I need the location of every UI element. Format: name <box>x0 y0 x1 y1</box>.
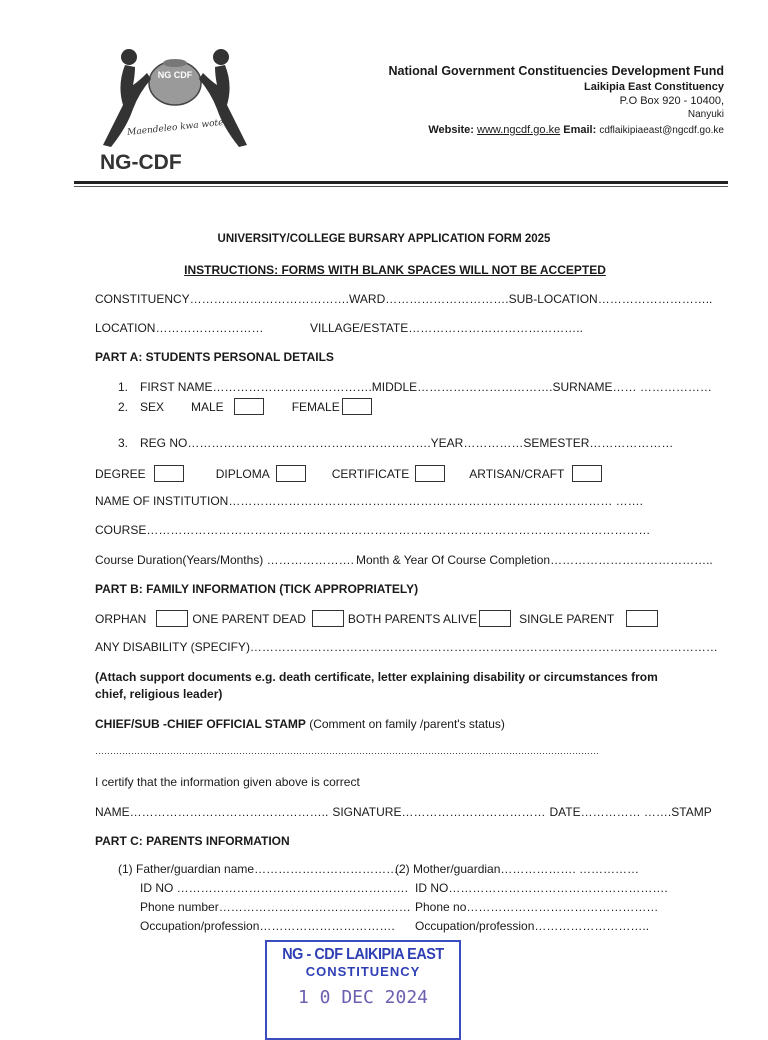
degree-checkbox[interactable] <box>154 465 184 482</box>
part-c-heading: PART C: PARENTS INFORMATION <box>95 834 290 848</box>
certificate-label: CERTIFICATE <box>331 466 410 481</box>
logo-text: NG-CDF <box>100 151 182 174</box>
item-3-number: 3. <box>118 436 129 450</box>
website-link[interactable]: www.ngcdf.go.ke <box>477 124 561 136</box>
stamp-date: 1 0 DEC 2024 <box>297 987 429 1008</box>
constituency-field[interactable]: CONSTITUENCY…………………………………. <box>95 292 350 306</box>
artisan-checkbox[interactable] <box>572 465 602 482</box>
attach-note-line-2: chief, religious leader) <box>95 687 223 701</box>
chief-comment-field[interactable]: …………………………………………………………………………………………………………………………………………………… <box>95 746 599 756</box>
sex-label: SEX <box>140 399 165 414</box>
date-field[interactable]: DATE…………… ……. <box>549 805 672 819</box>
certificate-checkbox[interactable] <box>415 465 445 482</box>
orphan-checkbox[interactable] <box>156 610 188 627</box>
diploma-label: DIPLOMA <box>215 466 270 481</box>
one-parent-checkbox[interactable] <box>312 610 344 627</box>
duration-field[interactable]: Course Duration(Years/Months) …………………. <box>95 553 354 567</box>
chief-stamp-comment: (Comment on family /parent's status) <box>305 717 505 731</box>
reg-row <box>118 436 673 450</box>
year-field[interactable]: YEAR…………… <box>430 436 524 450</box>
sublocation-field[interactable]: SUB-LOCATION……………………….. <box>508 292 713 306</box>
disability-field[interactable]: ANY DISABILITY (SPECIFY)……………………………………………………………………………………………………… <box>95 640 718 654</box>
father-phone-field[interactable]: Phone number………………………………………… <box>140 900 411 914</box>
first-name-field[interactable]: FIRST NAME…………………………………. <box>140 380 372 394</box>
form-title: UNIVERSITY/COLLEGE BURSARY APPLICATION FORM 2025 <box>217 233 551 245</box>
org-name: National Government Constituencies Development Fund <box>388 64 724 78</box>
institution-field[interactable]: NAME OF INSTITUTION…………………………………………………………………………………… ……. <box>95 494 643 508</box>
father-name-field[interactable]: (1) Father/guardian name………………………………. <box>118 862 402 876</box>
location-row-1 <box>95 292 712 306</box>
part-b-heading: PART B: FAMILY INFORMATION (TICK APPROPRIATELY) <box>95 582 419 596</box>
duration-row <box>95 553 713 567</box>
logo-pot-text: NG CDF <box>157 70 193 80</box>
sex-row <box>118 398 372 415</box>
town: Nanyuki <box>687 109 724 120</box>
father-occupation-field[interactable]: Occupation/profession……………………………. <box>140 919 395 933</box>
location-field[interactable]: LOCATION……………………… <box>95 321 264 335</box>
mother-name-field[interactable]: (2) Mother/guardian………………. …………… <box>395 862 640 876</box>
constituency-name: Laikipia East Constituency <box>584 81 724 93</box>
mother-id-field[interactable]: ID NO………………………………………………. <box>415 881 668 895</box>
header-divider <box>74 181 728 184</box>
both-parents-label: BOTH PARENTS ALIVE <box>347 611 478 626</box>
certify-statement: I certify that the information given above is correct <box>95 775 360 789</box>
signature-field[interactable]: SIGNATURE……………………………… <box>332 805 546 819</box>
family-status-row <box>95 610 658 627</box>
contact-line <box>428 124 724 136</box>
signoff-row <box>95 805 712 819</box>
female-label: FEMALE <box>291 399 340 414</box>
part-a-heading: PART A: STUDENTS PERSONAL DETAILS <box>95 350 334 364</box>
both-parents-checkbox[interactable] <box>479 610 511 627</box>
mother-occupation-field[interactable]: Occupation/profession……………………….. <box>415 919 650 933</box>
po-box: P.O Box 920 - 10400, <box>619 95 724 107</box>
logo-figures-icon <box>95 45 255 155</box>
official-stamp <box>265 940 461 1040</box>
completion-field[interactable]: Month & Year Of Course Completion………………………………….. <box>355 553 713 567</box>
female-checkbox[interactable] <box>342 398 372 415</box>
degree-label: DEGREE <box>95 466 146 481</box>
orphan-label: ORPHAN <box>95 611 147 626</box>
stamp-line-1: NG - CDF LAIKIPIA EAST <box>282 946 444 963</box>
diploma-checkbox[interactable] <box>276 465 306 482</box>
single-parent-label: SINGLE PARENT <box>519 611 615 626</box>
logo-script-text: Maendeleo kwa wote <box>126 117 224 139</box>
stamp-label: STAMP <box>671 805 712 819</box>
artisan-label: ARTISAN/CRAFT <box>469 466 565 481</box>
single-parent-checkbox[interactable] <box>626 610 658 627</box>
reg-no-field[interactable]: REG NO……………………………………………………. <box>140 436 431 450</box>
ward-field[interactable]: WARD…………………………. <box>349 292 509 306</box>
name-field[interactable]: NAME………………………………………….. <box>95 805 329 819</box>
male-checkbox[interactable] <box>234 398 264 415</box>
stamp-line-2: CONSTITUENCY <box>305 964 421 979</box>
village-field[interactable]: VILLAGE/ESTATE…………………………………….. <box>310 321 583 335</box>
form-instructions: INSTRUCTIONS: FORMS WITH BLANK SPACES WILL NOT BE ACCEPTED <box>184 263 606 277</box>
middle-name-field[interactable]: MIDDLE……………………………. <box>371 380 553 394</box>
attach-note-line-1: (Attach support documents e.g. death certificate, letter explaining disability or circumstances from <box>95 670 658 684</box>
ngcdf-logo <box>95 45 255 175</box>
item-2-number: 2. <box>118 399 129 414</box>
website-label: Website: <box>428 124 474 136</box>
one-parent-label: ONE PARENT DEAD <box>192 611 306 626</box>
surname-field[interactable]: SURNAME…… ……………… <box>552 380 712 394</box>
chief-stamp-line <box>95 717 505 731</box>
name-row <box>118 380 712 394</box>
father-id-field[interactable]: ID NO …………………………………………………. <box>140 881 409 895</box>
course-field[interactable]: COURSE……………………………………………………………………………………………………………… <box>95 523 651 537</box>
mother-phone-field[interactable]: Phone no………………………………………… <box>415 900 659 914</box>
email-value: cdflaikipiaeast@ngcdf.go.ke <box>599 125 724 136</box>
male-label: MALE <box>191 399 224 414</box>
level-row <box>95 465 602 482</box>
item-1-number: 1. <box>118 380 129 394</box>
chief-stamp-label: CHIEF/SUB -CHIEF OFFICIAL STAMP <box>95 717 306 731</box>
header-divider-thin <box>74 186 728 187</box>
email-label: Email: <box>563 124 597 136</box>
semester-field[interactable]: SEMESTER………………… <box>523 436 674 450</box>
